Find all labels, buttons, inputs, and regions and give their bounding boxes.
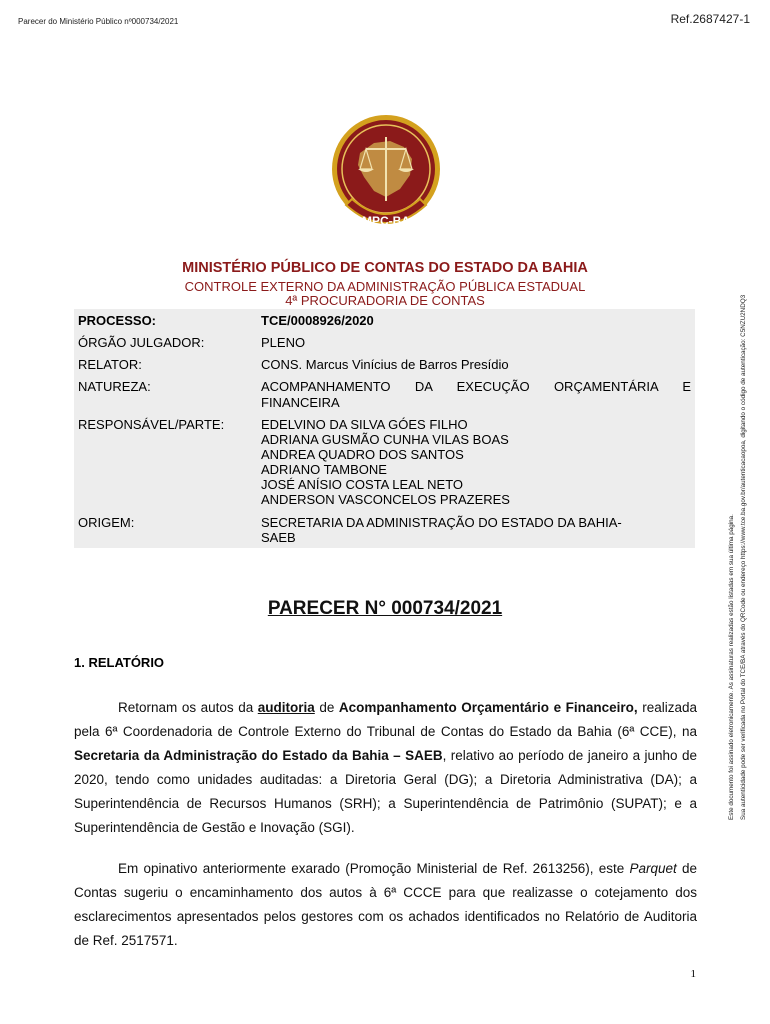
relator-value: CONS. Marcus Vinícius de Barros Presídio bbox=[261, 357, 509, 372]
header-ref-number: Ref.2687427-1 bbox=[670, 12, 750, 26]
processo-value: TCE/0008926/2020 bbox=[261, 313, 374, 328]
natureza-label: NATUREZA: bbox=[78, 379, 151, 394]
org-department: CONTROLE EXTERNO DA ADMINISTRAÇÃO PÚBLICA ESTADUAL bbox=[184, 279, 586, 294]
natureza-value-line1: ACOMPANHAMENTO DA EXECUÇÃO ORÇAMENTÁRIA E bbox=[261, 379, 691, 394]
responsavel-name: ADRIANA GUSMÃO CUNHA VILAS BOAS bbox=[261, 432, 509, 447]
responsavel-name: EDELVINO DA SILVA GÓES FILHO bbox=[261, 417, 468, 432]
relator-label: RELATOR: bbox=[78, 357, 142, 372]
seal-text: MPC-BA bbox=[362, 214, 410, 228]
page-number: 1 bbox=[690, 968, 696, 980]
header-doc-reference: Parecer do Ministério Público nº000734/2021 bbox=[18, 17, 179, 26]
responsavel-name: ADRIANO TAMBONE bbox=[261, 462, 387, 477]
responsavel-name: JOSÉ ANÍSIO COSTA LEAL NETO bbox=[261, 477, 464, 492]
orgao-label: ÓRGÃO JULGADOR: bbox=[78, 335, 205, 350]
org-procuradoria: 4ª PROCURADORIA DE CONTAS bbox=[285, 293, 485, 308]
origem-label: ORIGEM: bbox=[78, 515, 135, 530]
processo-label: PROCESSO: bbox=[78, 313, 157, 328]
paragraph-2: Em opinativo anteriormente exarado (Promoção Ministerial de Ref. 2613256), este Parquet de Contas sugeriu o encaminhamento dos autos à 6ª CCCE para que realizasse o cotejamento dos esclarecimentos apresentados pelos gestores com os achados identificados no Relatório de Auditoria de Ref. 2517571. bbox=[74, 861, 697, 948]
origem-value-line1: SECRETARIA DA ADMINISTRAÇÃO DO ESTADO DA BAHIA- bbox=[261, 515, 622, 530]
natureza-value-line2: FINANCEIRA bbox=[261, 395, 340, 410]
responsavel-label: RESPONSÁVEL/PARTE: bbox=[78, 417, 225, 432]
paragraph-1: Retornam os autos da auditoria de Acompanhamento Orçamentário e Financeiro, realizada pela 6ª Coordenadoria de Controle Externo do Tribunal de Contas do Estado da Bahia (6ª CCE), na Secretaria da Administração do Estado da Bahia – SAEB, relativo ao período de janeiro a junho de 2020, tendo como unidades auditadas: a Diretoria Geral (DG); a Diretoria Administrativa (DA); a Superintendência de Recursos Humanos (SRH); a Superintendência de Patrimônio (SUPAT); e a Superintendência de Gestão e Inovação (SGI). bbox=[74, 700, 697, 835]
responsavel-name: ANDERSON VASCONCELOS PRAZERES bbox=[261, 492, 510, 507]
document-title: PARECER N° 000734/2021 bbox=[267, 598, 503, 619]
responsavel-name: ANDREA QUADRO DOS SANTOS bbox=[261, 447, 464, 462]
authentication-side-note: Este documento foi assinado eletronicamente. As assinaturas realizadas estão listadas em sua última página. Sua autenticidade pode ser verificada no Portal do TCE/BA através do QRCode ou endereço https://www.tce.ba.gov.br/autenticacaopoa, digitando o código de autenticação: C5NZU2NDQ3 bbox=[728, 294, 747, 820]
orgao-value: PLENO bbox=[261, 335, 306, 350]
origem-value-line2: SAEB bbox=[261, 530, 296, 545]
section-heading: 1. RELATÓRIO bbox=[74, 655, 165, 670]
mpc-ba-seal-logo bbox=[330, 113, 442, 243]
org-name: MINISTÉRIO PÚBLICO DE CONTAS DO ESTADO DA BAHIA bbox=[182, 260, 588, 276]
